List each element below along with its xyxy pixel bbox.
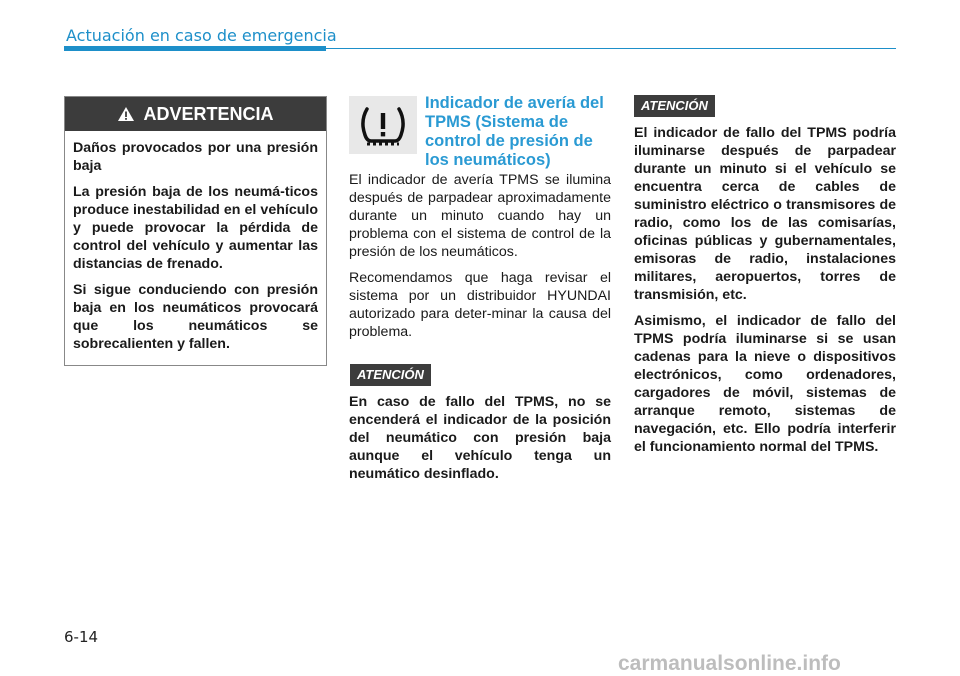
header-accent-bar — [64, 46, 326, 51]
warning-body — [65, 131, 326, 353]
caution-paragraph: Asimismo, el indicador de fallo del TPMS podría iluminarse si se usan cadenas para la nieve o dispositivos electrónicos, como ordenadores, cargadores de móvil, sistemas de arranque remoto, sistemas de navegación, etc. Ello podría interferir el funcionamiento normal del TPMS. — [634, 313, 896, 455]
header-rule — [326, 48, 896, 49]
caution-paragraph: En caso de fallo del TPMS, no se encenderá el indicador de la posición del neumático con presión baja aunque el vehículo tenga un neumático desinflado. — [349, 394, 611, 482]
caution-text-block — [349, 393, 611, 491]
caution-badge: ATENCIÓN — [634, 95, 715, 117]
tpms-warning-icon — [357, 103, 409, 147]
tpms-section-title: Indicador de avería del TPMS (Sistema de control de presión de los neumáticos) — [425, 94, 604, 169]
page-number: 6-14 — [64, 628, 99, 646]
caution-text-block — [634, 124, 896, 464]
warning-header — [65, 97, 326, 131]
tpms-icon-box — [349, 96, 417, 154]
warning-triangle-icon — [117, 106, 135, 122]
tpms-description — [349, 171, 611, 349]
warning-title: ADVERTENCIA — [143, 103, 274, 124]
watermark: carmanualsonline.info — [618, 652, 841, 675]
warning-paragraph: La presión baja de los neumá-ticos produce inestabilidad en el vehículo y puede provocar la pérdida de control del vehículo y aumentar las distancias de frenado. — [73, 184, 318, 272]
warning-paragraph: Si sigue conduciendo con presión baja en los neumáticos provocará que los neumáticos se sobrecalienten y fallen. — [73, 282, 318, 352]
body-paragraph: El indicador de avería TPMS se ilumina después de parpadear aproximadamente durante un minuto cuando hay un problema con el sistema de control de la presión de los neumáticos. — [349, 172, 611, 260]
section-header: Actuación en caso de emergencia — [66, 26, 337, 45]
warning-subtitle: Daños provocados por una presión baja — [73, 140, 318, 174]
caution-paragraph: El indicador de fallo del TPMS podría iluminarse después de parpadear durante un minuto si el vehículo se encuentra cerca de cables de suministro eléctrico o transmisores de radio, como los de las comisarías, oficinas públicas y gubernamentales, emisoras de radio, instalaciones militares, aeropuertos, torres de transmisión, etc. — [634, 125, 896, 303]
warning-box — [64, 96, 327, 366]
caution-badge: ATENCIÓN — [350, 364, 431, 386]
body-paragraph: Recomendamos que haga revisar el sistema por un distribuidor HYUNDAI autorizado para deter-minar la causa del problema. — [349, 270, 611, 340]
